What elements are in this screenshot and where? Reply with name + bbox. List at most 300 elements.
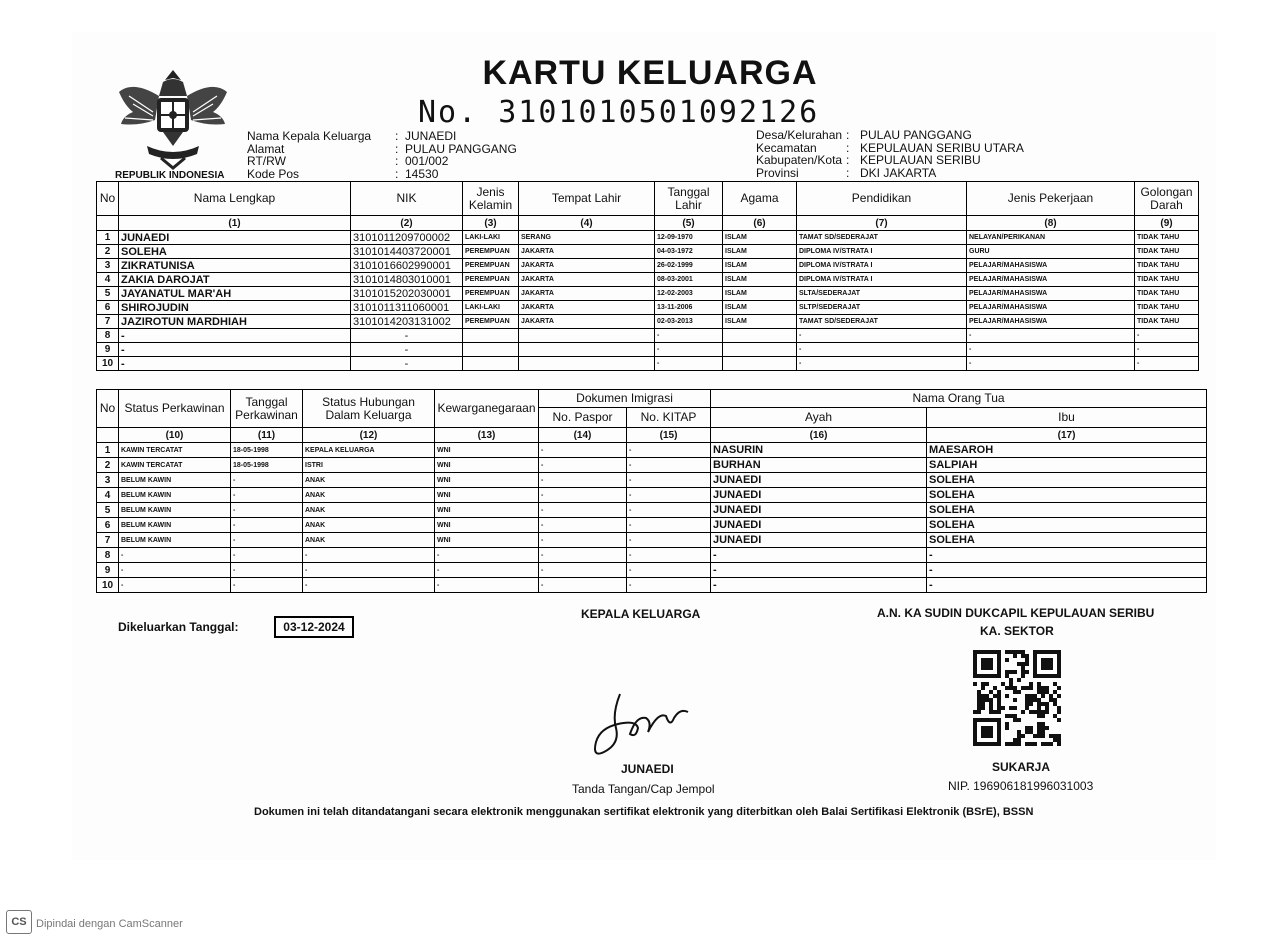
info-colon: : (846, 153, 850, 167)
citizenship: - (435, 578, 539, 593)
info-label: Alamat (247, 141, 285, 156)
col-header-status-hubungan: Status Hubungan Dalam Keluarga (303, 390, 435, 428)
table-row (97, 343, 1199, 357)
info-row (247, 168, 517, 181)
member-blood-type: TIDAK TAHU (1135, 287, 1199, 301)
table-row (97, 273, 1199, 287)
col-number: (7) (797, 216, 967, 231)
member-birthdate: 12-02-2003 (655, 287, 723, 301)
table-row (97, 488, 1207, 503)
qr-code-icon (973, 650, 1061, 746)
member-birthdate: - (655, 329, 723, 343)
member-occupation: - (967, 329, 1135, 343)
father-name: JUNAEDI (711, 503, 927, 518)
father-name: - (711, 563, 927, 578)
passport-number: - (539, 533, 627, 548)
col-header-tempat-lahir: Tempat Lahir (519, 182, 655, 216)
mother-name: SALPIAH (927, 458, 1207, 473)
info-colon: : (846, 165, 850, 180)
row-no: 7 (97, 533, 119, 548)
member-name: JUNAEDI (119, 231, 351, 245)
table-row (97, 259, 1199, 273)
member-name: ZIKRATUNISA (119, 259, 351, 273)
member-gender: PEREMPUAN (463, 245, 519, 259)
marriage-date: - (231, 503, 303, 518)
info-value: KEPULAUAN SERIBU (860, 153, 981, 167)
mother-name: SOLEHA (927, 488, 1207, 503)
kitap-number: - (627, 458, 711, 473)
father-name: JUNAEDI (711, 518, 927, 533)
father-name: JUNAEDI (711, 488, 927, 503)
passport-number: - (539, 488, 627, 503)
info-row (247, 130, 517, 143)
marital-status: - (119, 548, 231, 563)
member-religion (723, 343, 797, 357)
member-education: TAMAT SD/SEDERAJAT (797, 315, 967, 329)
member-blood-type: TIDAK TAHU (1135, 301, 1199, 315)
member-name: JAZIROTUN MARDHIAH (119, 315, 351, 329)
member-education: - (797, 343, 967, 357)
row-no: 9 (97, 343, 119, 357)
member-birthplace (519, 343, 655, 357)
citizenship: WNI (435, 503, 539, 518)
col-header-golongan-darah: Golongan Darah (1135, 182, 1199, 216)
row-no: 5 (97, 287, 119, 301)
info-right (756, 129, 1024, 179)
marital-status: - (119, 563, 231, 578)
citizenship: WNI (435, 473, 539, 488)
citizenship: - (435, 563, 539, 578)
table-row (97, 458, 1207, 473)
kitap-number: - (627, 443, 711, 458)
member-gender: LAKI-LAKI (463, 301, 519, 315)
document-number: No. 3101010501092126 (418, 95, 820, 130)
col-number: (15) (627, 428, 711, 443)
member-nik: 3101015202030001 (351, 287, 463, 301)
member-birthplace: JAKARTA (519, 273, 655, 287)
marital-status: KAWIN TERCATAT (119, 443, 231, 458)
family-relationship: ANAK (303, 473, 435, 488)
kitap-number: - (627, 563, 711, 578)
info-colon: : (395, 166, 399, 181)
marital-status: BELUM KAWIN (119, 518, 231, 533)
member-education: SLTP/SEDERAJAT (797, 301, 967, 315)
member-education: SLTA/SEDERAJAT (797, 287, 967, 301)
info-value: 001/002 (405, 154, 449, 168)
member-blood-type: TIDAK TAHU (1135, 315, 1199, 329)
col-header-pendidikan: Pendidikan (797, 182, 967, 216)
info-value: DKI JAKARTA (860, 165, 937, 180)
kitap-number: - (627, 578, 711, 593)
col-header-pekerjaan: Jenis Pekerjaan (967, 182, 1135, 216)
member-religion (723, 329, 797, 343)
camscanner-logo-icon: CS (6, 910, 32, 934)
family-relationship: - (303, 563, 435, 578)
col-header-no: No (97, 182, 119, 216)
camscanner-watermark: Dipindai dengan CamScanner (36, 918, 183, 930)
table-row (97, 287, 1199, 301)
member-birthdate: 04-03-1972 (655, 245, 723, 259)
member-gender: PEREMPUAN (463, 315, 519, 329)
member-nik: 3101014203131002 (351, 315, 463, 329)
col-number: (10) (119, 428, 231, 443)
member-nik: 3101014403720001 (351, 245, 463, 259)
member-blood-type: TIDAK TAHU (1135, 231, 1199, 245)
member-nik: - (351, 329, 463, 343)
col-number: (3) (463, 216, 519, 231)
table-row (97, 443, 1207, 458)
member-name: SHIROJUDIN (119, 301, 351, 315)
col-header-nik: NIK (351, 182, 463, 216)
row-no: 4 (97, 488, 119, 503)
member-name: SOLEHA (119, 245, 351, 259)
member-occupation: - (967, 343, 1135, 357)
father-name: - (711, 548, 927, 563)
member-occupation: - (967, 357, 1135, 371)
marital-status: BELUM KAWIN (119, 473, 231, 488)
passport-number: - (539, 548, 627, 563)
col-number: (2) (351, 216, 463, 231)
member-nik: 3101014803010001 (351, 273, 463, 287)
info-label: Kecamatan (756, 140, 817, 155)
member-occupation: PELAJAR/MAHASISWA (967, 315, 1135, 329)
table-row (97, 245, 1199, 259)
father-name: JUNAEDI (711, 533, 927, 548)
marital-status: - (119, 578, 231, 593)
marriage-date: - (231, 518, 303, 533)
citizenship: WNI (435, 533, 539, 548)
row-no: 9 (97, 563, 119, 578)
family-relationship: ANAK (303, 533, 435, 548)
table-row (97, 548, 1207, 563)
father-name: BURHAN (711, 458, 927, 473)
info-left (247, 130, 517, 180)
member-religion (723, 357, 797, 371)
family-relationship: ISTRI (303, 458, 435, 473)
citizenship: WNI (435, 518, 539, 533)
info-colon: : (395, 154, 399, 168)
member-nik: 3101011209700002 (351, 231, 463, 245)
info-value: KEPULAUAN SERIBU UTARA (860, 140, 1024, 155)
column-number-row (97, 216, 1199, 231)
marital-status: BELUM KAWIN (119, 533, 231, 548)
member-education: DIPLOMA IV/STRATA I (797, 273, 967, 287)
row-no: 10 (97, 578, 119, 593)
row-no: 3 (97, 259, 119, 273)
member-education: DIPLOMA IV/STRATA I (797, 245, 967, 259)
info-colon: : (395, 129, 399, 143)
mother-name: SOLEHA (927, 473, 1207, 488)
info-colon: : (846, 140, 850, 155)
member-gender: LAKI-LAKI (463, 231, 519, 245)
signature-caption: Tanda Tangan/Cap Jempol (572, 782, 715, 796)
member-birthdate: 02-03-2013 (655, 315, 723, 329)
column-number-row (97, 428, 1207, 443)
family-status-table (96, 389, 1207, 593)
marriage-date: - (231, 473, 303, 488)
member-blood-type: TIDAK TAHU (1135, 259, 1199, 273)
info-row (247, 155, 517, 168)
member-nik: 3101016602990001 (351, 259, 463, 273)
marriage-date: - (231, 578, 303, 593)
row-no: 8 (97, 329, 119, 343)
kitap-number: - (627, 488, 711, 503)
col-number: (6) (723, 216, 797, 231)
kitap-number: - (627, 548, 711, 563)
col-header-nama-orang-tua: Nama Orang Tua (711, 390, 1207, 408)
col-number: (9) (1135, 216, 1199, 231)
official-name: SUKARJA (992, 760, 1051, 774)
col-number: (13) (435, 428, 539, 443)
col-header-nama: Nama Lengkap (119, 182, 351, 216)
row-no: 3 (97, 473, 119, 488)
col-header-jenis-kelamin: Jenis Kelamin (463, 182, 519, 216)
table-row (97, 518, 1207, 533)
member-education: DIPLOMA IV/STRATA I (797, 259, 967, 273)
citizenship: WNI (435, 458, 539, 473)
col-number: (12) (303, 428, 435, 443)
col-number: (17) (927, 428, 1207, 443)
member-birthplace: JAKARTA (519, 245, 655, 259)
col-header-dokumen-imigrasi: Dokumen Imigrasi (539, 390, 711, 408)
member-name: - (119, 357, 351, 371)
col-number (97, 428, 119, 443)
row-no: 10 (97, 357, 119, 371)
member-name: - (119, 329, 351, 343)
row-no: 2 (97, 458, 119, 473)
mother-name: - (927, 578, 1207, 593)
member-nik: - (351, 357, 463, 371)
info-row (756, 129, 1024, 142)
member-religion: ISLAM (723, 231, 797, 245)
kitap-number: - (627, 518, 711, 533)
member-nik: 3101011311060001 (351, 301, 463, 315)
marriage-date: - (231, 533, 303, 548)
member-birthdate: 08-03-2001 (655, 273, 723, 287)
table-row (97, 473, 1207, 488)
col-number: (14) (539, 428, 627, 443)
marital-status: KAWIN TERCATAT (119, 458, 231, 473)
col-number: (16) (711, 428, 927, 443)
col-header-agama: Agama (723, 182, 797, 216)
garuda-emblem-icon (113, 62, 233, 172)
family-relationship: - (303, 578, 435, 593)
member-religion: ISLAM (723, 301, 797, 315)
kitap-number: - (627, 473, 711, 488)
family-relationship: ANAK (303, 488, 435, 503)
member-birthplace: JAKARTA (519, 259, 655, 273)
citizenship: WNI (435, 488, 539, 503)
info-value: 14530 (405, 166, 439, 181)
col-header-status-perkawinan: Status Perkawinan (119, 390, 231, 428)
info-label: RT/RW (247, 154, 286, 168)
row-no: 4 (97, 273, 119, 287)
kitap-number: - (627, 503, 711, 518)
info-colon: : (846, 128, 850, 142)
member-name: - (119, 343, 351, 357)
passport-number: - (539, 563, 627, 578)
mother-name: SOLEHA (927, 518, 1207, 533)
member-birthplace: JAKARTA (519, 301, 655, 315)
emblem-caption: REPUBLIK INDONESIA (115, 170, 225, 181)
member-gender (463, 329, 519, 343)
info-row (247, 143, 517, 156)
marital-status: BELUM KAWIN (119, 503, 231, 518)
member-nik: - (351, 343, 463, 357)
kitap-number: - (627, 533, 711, 548)
table-row (97, 315, 1199, 329)
signature-image (590, 688, 700, 760)
member-gender: PEREMPUAN (463, 259, 519, 273)
issued-label: Dikeluarkan Tanggal: (118, 620, 239, 634)
passport-number: - (539, 473, 627, 488)
marriage-date: - (231, 488, 303, 503)
official-title-line1: A.N. KA SUDIN DUKCAPIL KEPULAUAN SERIBU (877, 606, 1155, 620)
info-label: Kode Pos (247, 166, 300, 181)
col-header-tanggal-perkawinan: Tanggal Perkawinan (231, 390, 303, 428)
member-birthdate: 12-09-1970 (655, 231, 723, 245)
marital-status: BELUM KAWIN (119, 488, 231, 503)
member-name: ZAKIA DAROJAT (119, 273, 351, 287)
father-name: NASURIN (711, 443, 927, 458)
table-row (97, 329, 1199, 343)
info-value: PULAU PANGGANG (405, 141, 517, 156)
row-no: 6 (97, 518, 119, 533)
member-birthplace (519, 329, 655, 343)
col-number (97, 216, 119, 231)
col-number: (1) (119, 216, 351, 231)
info-label: Nama Kepala Keluarga (247, 129, 372, 143)
table-row (97, 357, 1199, 371)
member-blood-type: TIDAK TAHU (1135, 273, 1199, 287)
member-name: JAYANATUL MAR'AH (119, 287, 351, 301)
member-blood-type: - (1135, 329, 1199, 343)
col-number: (8) (967, 216, 1135, 231)
col-number: (5) (655, 216, 723, 231)
member-religion: ISLAM (723, 315, 797, 329)
member-gender: PEREMPUAN (463, 287, 519, 301)
head-of-family-label: KEPALA KELUARGA (581, 607, 701, 621)
passport-number: - (539, 458, 627, 473)
row-no: 5 (97, 503, 119, 518)
passport-number: - (539, 443, 627, 458)
row-no: 1 (97, 443, 119, 458)
member-religion: ISLAM (723, 273, 797, 287)
marriage-date: - (231, 548, 303, 563)
member-occupation: PELAJAR/MAHASISWA (967, 259, 1135, 273)
member-gender: PEREMPUAN (463, 273, 519, 287)
info-row (756, 167, 1024, 180)
table-row (97, 563, 1207, 578)
member-birthplace: JAKARTA (519, 287, 655, 301)
table-header-row (97, 182, 1199, 216)
family-relationship: ANAK (303, 518, 435, 533)
member-occupation: NELAYAN/PERIKANAN (967, 231, 1135, 245)
passport-number: - (539, 503, 627, 518)
electronic-signature-note: Dokumen ini telah ditandatangani secara elektronik menggunakan sertifikat elektronik yang diterbitkan oleh Balai Sertifikasi Elektronik (BSrE), BSSN (254, 806, 1034, 818)
table-row (97, 578, 1207, 593)
info-row (756, 154, 1024, 167)
member-blood-type: - (1135, 343, 1199, 357)
col-number: (4) (519, 216, 655, 231)
mother-name: SOLEHA (927, 503, 1207, 518)
mother-name: - (927, 548, 1207, 563)
col-header-ibu: Ibu (927, 408, 1207, 428)
member-occupation: PELAJAR/MAHASISWA (967, 301, 1135, 315)
member-education: - (797, 329, 967, 343)
member-blood-type: - (1135, 357, 1199, 371)
row-no: 2 (97, 245, 119, 259)
table-row (97, 301, 1199, 315)
family-relationship: ANAK (303, 503, 435, 518)
member-occupation: GURU (967, 245, 1135, 259)
member-birthdate: - (655, 357, 723, 371)
row-no: 6 (97, 301, 119, 315)
table-row (97, 533, 1207, 548)
table-row (97, 231, 1199, 245)
col-header-no: No (97, 390, 119, 428)
member-blood-type: TIDAK TAHU (1135, 245, 1199, 259)
marriage-date: 18-05-1998 (231, 443, 303, 458)
info-colon: : (395, 141, 399, 156)
info-label: Desa/Kelurahan (756, 128, 843, 142)
mother-name: - (927, 563, 1207, 578)
member-birthplace: JAKARTA (519, 315, 655, 329)
row-no: 1 (97, 231, 119, 245)
col-header-kitap: No. KITAP (627, 408, 711, 428)
row-no: 7 (97, 315, 119, 329)
citizenship: - (435, 548, 539, 563)
family-members-table (96, 181, 1199, 371)
member-birthplace: SERANG (519, 231, 655, 245)
member-religion: ISLAM (723, 287, 797, 301)
family-relationship: KEPALA KELUARGA (303, 443, 435, 458)
mother-name: SOLEHA (927, 533, 1207, 548)
citizenship: WNI (435, 443, 539, 458)
info-label: Kabupaten/Kota (756, 153, 843, 167)
col-header-tanggal-lahir: Tanggal Lahir (655, 182, 723, 216)
col-number: (11) (231, 428, 303, 443)
member-religion: ISLAM (723, 245, 797, 259)
mother-name: MAESAROH (927, 443, 1207, 458)
official-nip: NIP. 196906181996031003 (948, 779, 1094, 793)
member-birthplace (519, 357, 655, 371)
table-row (97, 503, 1207, 518)
member-birthdate: - (655, 343, 723, 357)
table-header-row (97, 390, 1207, 408)
document-title: KARTU KELUARGA (482, 54, 818, 92)
col-header-ayah: Ayah (711, 408, 927, 428)
member-education: - (797, 357, 967, 371)
col-header-paspor: No. Paspor (539, 408, 627, 428)
member-gender (463, 357, 519, 371)
info-label: Provinsi (756, 165, 799, 180)
row-no: 8 (97, 548, 119, 563)
issued-date: 03-12-2024 (274, 616, 354, 638)
member-education: TAMAT SD/SEDERAJAT (797, 231, 967, 245)
member-birthdate: 13-11-2006 (655, 301, 723, 315)
member-occupation: PELAJAR/MAHASISWA (967, 287, 1135, 301)
marriage-date: 18-05-1998 (231, 458, 303, 473)
official-title-line2: KA. SEKTOR (980, 624, 1054, 638)
father-name: - (711, 578, 927, 593)
member-religion: ISLAM (723, 259, 797, 273)
info-value: JUNAEDI (405, 129, 457, 143)
father-name: JUNAEDI (711, 473, 927, 488)
member-gender (463, 343, 519, 357)
col-header-kewarganegaraan: Kewarganegaraan (435, 390, 539, 428)
marriage-date: - (231, 563, 303, 578)
